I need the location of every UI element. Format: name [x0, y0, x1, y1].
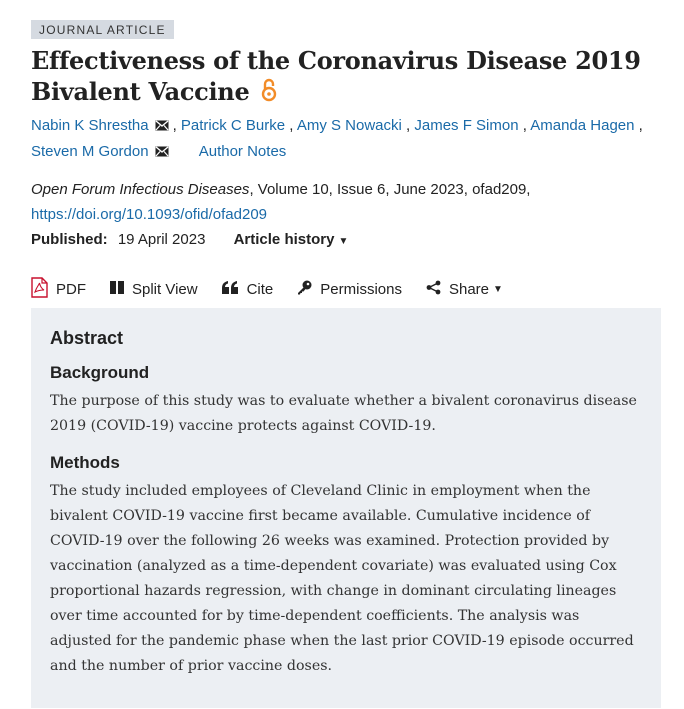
quote-icon [222, 281, 247, 298]
split-view-button[interactable] [110, 281, 198, 298]
author-link[interactable]: Amanda Hagen [530, 117, 635, 134]
split-view-icon [110, 281, 132, 298]
article-header [31, 20, 661, 311]
pdf-label: PDF [56, 280, 86, 298]
open-access-icon [261, 78, 277, 109]
published-label: Published: [31, 231, 108, 248]
methods-text: The study included employees of Cleveland Clinic in employment when the bivalent COVID-19 vaccine first became available. Cumulative incidence of COVID-19 over the following 26 weeks was examined. Protection provided by vaccination (analyzed as a time-dependent covariate) was evaluated using Cox proportional hazards regression, with change in dominant circulating lineages over time accounted for by time-dependent coefficients. The analysis was adjusted for the pandemic phase when the last prior COVID-19 episode occurred and the number of prior vaccine doses. [50, 483, 634, 674]
cite-label: Cite [246, 280, 274, 298]
journal-details: , Volume 10, Issue 6, June 2023, ofad209, [249, 181, 531, 198]
share-label: Share [448, 280, 489, 298]
author-link[interactable]: James F Simon [414, 117, 519, 134]
title-line-2: Bivalent Vaccine [31, 77, 250, 106]
abstract-heading: Abstract [50, 328, 124, 348]
article-type-badge: JOURNAL ARTICLE [31, 20, 174, 39]
title-line-1: Effectiveness of the Coronavirus Disease 2019 [31, 46, 641, 75]
author-list: Nabin K Shrestha , Patrick C Burke , Amy S Nowacki , James F Simon , Amanda Hagen , Steven M Gordon Author Notes [31, 113, 661, 165]
article-history-toggle[interactable] [234, 231, 349, 248]
key-icon [297, 280, 320, 299]
published-row [31, 227, 661, 254]
article-title [31, 45, 661, 109]
share-icon [426, 280, 449, 299]
background-heading: Background [50, 363, 150, 382]
share-button[interactable] [426, 280, 503, 299]
author-link[interactable]: Patrick C Burke [180, 117, 286, 134]
doi-link[interactable]: https://doi.org/10.1093/ofid/ofad209 [31, 206, 268, 223]
journal-name: Open Forum Infectious Diseases [31, 181, 250, 198]
cite-button[interactable] [222, 281, 274, 298]
background-text: The purpose of this study was to evaluate whether a bivalent coronavirus disease 2019 (COVID-19) vaccine protects against COVID-19. [50, 393, 637, 434]
author-link[interactable]: Nabin K Shrestha [31, 117, 149, 134]
abstract-panel [31, 308, 661, 708]
citation [31, 177, 661, 227]
author-link[interactable]: Steven M Gordon [31, 143, 149, 160]
author-notes-link[interactable]: Author Notes [198, 143, 287, 160]
article-history-label: Article history [233, 231, 335, 248]
author-link[interactable]: Amy S Nowacki [296, 117, 402, 134]
article-toolbar [31, 274, 661, 311]
mail-icon[interactable] [155, 140, 169, 165]
caret-down-icon: ▼ [338, 236, 349, 247]
pdf-button[interactable] [31, 277, 86, 302]
permissions-button[interactable] [297, 280, 402, 299]
pdf-icon [31, 277, 56, 302]
permissions-label: Permissions [320, 280, 402, 298]
published-date: 19 April 2023 [117, 231, 206, 248]
methods-heading: Methods [50, 453, 120, 472]
mail-icon[interactable] [155, 114, 169, 139]
split-view-label: Split View [132, 280, 198, 298]
caret-down-icon: ▼ [493, 283, 503, 295]
